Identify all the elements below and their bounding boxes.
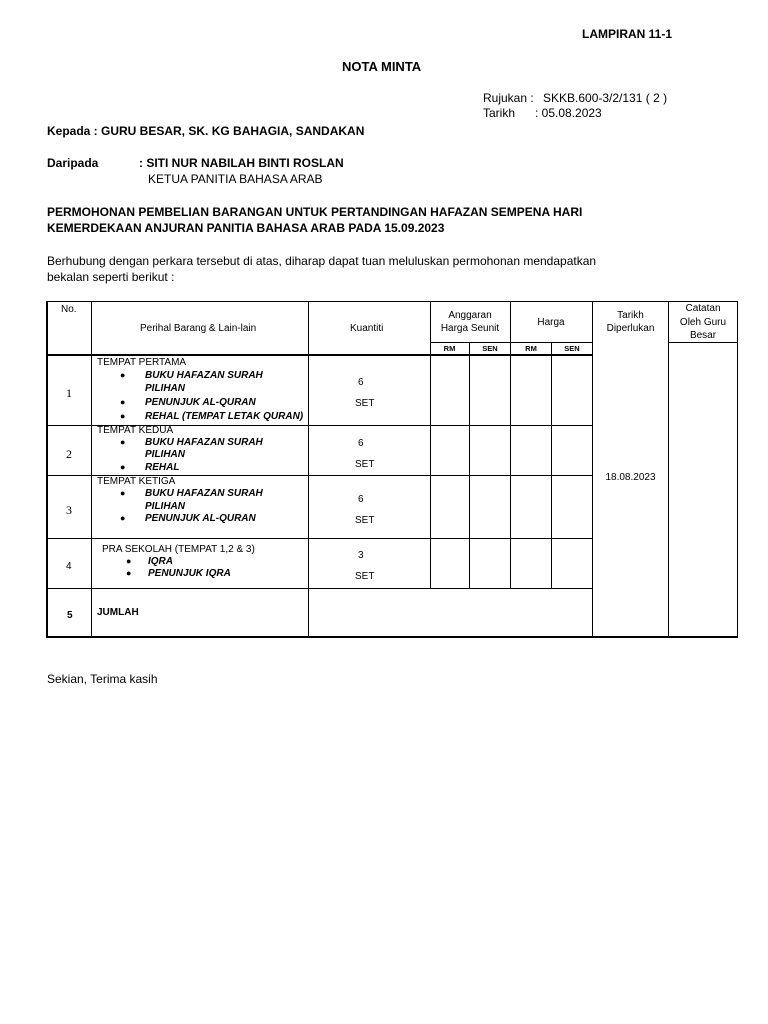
date-required: 18.08.2023 bbox=[605, 472, 656, 483]
row-item: PILIHAN bbox=[145, 449, 185, 460]
page-title: NOTA MINTA bbox=[342, 59, 422, 74]
subject-line-2: KEMERDEKAAN ANJURAN PANITIA BAHASA ARAB PADA 15.09.2023 bbox=[47, 221, 445, 235]
row-unit: SET bbox=[355, 459, 375, 470]
row-title: TEMPAT KEDUA bbox=[97, 425, 174, 436]
header-catatan-2: Oleh Guru bbox=[679, 317, 727, 328]
header-catatan-3: Besar bbox=[689, 330, 717, 341]
header-rm-2: RM bbox=[525, 344, 537, 353]
bullet-icon: ● bbox=[120, 370, 126, 380]
row-unit: SET bbox=[355, 515, 375, 526]
attachment-label: LAMPIRAN 11-1 bbox=[582, 27, 673, 41]
header-anggaran-2: Harga Seunit bbox=[440, 323, 500, 334]
row-item: BUKU HAFAZAN SURAH bbox=[145, 488, 263, 499]
bullet-icon: ● bbox=[120, 411, 126, 421]
header-tarikh-1: Tarikh bbox=[617, 310, 644, 321]
bullet-icon: ● bbox=[120, 488, 126, 498]
header-harga: Harga bbox=[537, 317, 565, 328]
header-catatan-1: Catatan bbox=[685, 303, 721, 314]
header-anggaran-1: Anggaran bbox=[448, 310, 492, 321]
row-item: PILIHAN bbox=[145, 501, 185, 512]
reference-label: Rujukan : bbox=[483, 91, 534, 105]
closing-text: Sekian, Terima kasih bbox=[47, 672, 158, 686]
bullet-icon: ● bbox=[120, 397, 126, 407]
row-unit: SET bbox=[355, 398, 375, 409]
row-title: TEMPAT PERTAMA bbox=[97, 357, 187, 368]
row-quantity: 6 bbox=[358, 438, 364, 449]
header-perihal: Perihal Barang & Lain-lain bbox=[140, 323, 257, 334]
body-line-2: bekalan seperti berikut : bbox=[47, 270, 175, 284]
row-number: 2 bbox=[66, 447, 72, 461]
sender-name: : SITI NUR NABILAH BINTI ROSLAN bbox=[139, 156, 344, 170]
row-unit: SET bbox=[355, 571, 375, 582]
sender-label: Daripada bbox=[47, 156, 99, 170]
header-kuantiti: Kuantiti bbox=[350, 323, 384, 334]
row-number: 3 bbox=[66, 503, 72, 517]
row-item: REHAL bbox=[145, 462, 180, 473]
bullet-icon: ● bbox=[126, 568, 132, 578]
reference-value: SKKB.600-3/2/131 ( 2 ) bbox=[543, 91, 668, 105]
row-item: IQRA bbox=[148, 556, 173, 567]
row-item: REHAL (TEMPAT LETAK QURAN) bbox=[145, 411, 304, 422]
header-sen-2: SEN bbox=[564, 344, 580, 353]
header-no: No. bbox=[61, 304, 77, 315]
sender-position: KETUA PANITIA BAHASA ARAB bbox=[148, 172, 323, 186]
row-quantity: 6 bbox=[358, 377, 364, 388]
total-label: JUMLAH bbox=[97, 607, 139, 618]
bullet-icon: ● bbox=[120, 437, 126, 447]
row-number: 4 bbox=[66, 561, 72, 572]
row-item: PILIHAN bbox=[145, 383, 185, 394]
row-item: BUKU HAFAZAN SURAH bbox=[145, 437, 263, 448]
row-number: 5 bbox=[67, 610, 73, 621]
body-line-1: Berhubung dengan perkara tersebut di atas, diharap dapat tuan meluluskan permohonan mendapatkan bbox=[47, 254, 597, 268]
row-item: PENUNJUK AL-QURAN bbox=[145, 513, 256, 524]
row-quantity: 6 bbox=[358, 494, 364, 505]
date-value: : 05.08.2023 bbox=[535, 106, 602, 120]
row-quantity: 3 bbox=[358, 550, 364, 561]
row-title: TEMPAT KETIGA bbox=[97, 476, 176, 487]
row-item: PENUNJUK IQRA bbox=[148, 568, 231, 579]
recipient-line: Kepada : GURU BESAR, SK. KG BAHAGIA, SANDAKAN bbox=[47, 124, 365, 138]
bullet-icon: ● bbox=[120, 513, 126, 523]
row-number: 1 bbox=[66, 386, 72, 400]
header-rm-1: RM bbox=[443, 344, 456, 353]
subject-line-1: PERMOHONAN PEMBELIAN BARANGAN UNTUK PERTANDINGAN HAFAZAN SEMPENA HARI bbox=[47, 205, 583, 219]
header-tarikh-2: Diperlukan bbox=[606, 323, 655, 334]
row-title: PRA SEKOLAH (TEMPAT 1,2 & 3) bbox=[102, 544, 255, 555]
date-label: Tarikh bbox=[483, 106, 516, 120]
bullet-icon: ● bbox=[120, 462, 126, 472]
bullet-icon: ● bbox=[126, 556, 132, 566]
row-item: BUKU HAFAZAN SURAH bbox=[145, 370, 263, 381]
row-item: PENUNJUK AL-QURAN bbox=[145, 397, 256, 408]
header-sen-1: SEN bbox=[482, 344, 498, 353]
